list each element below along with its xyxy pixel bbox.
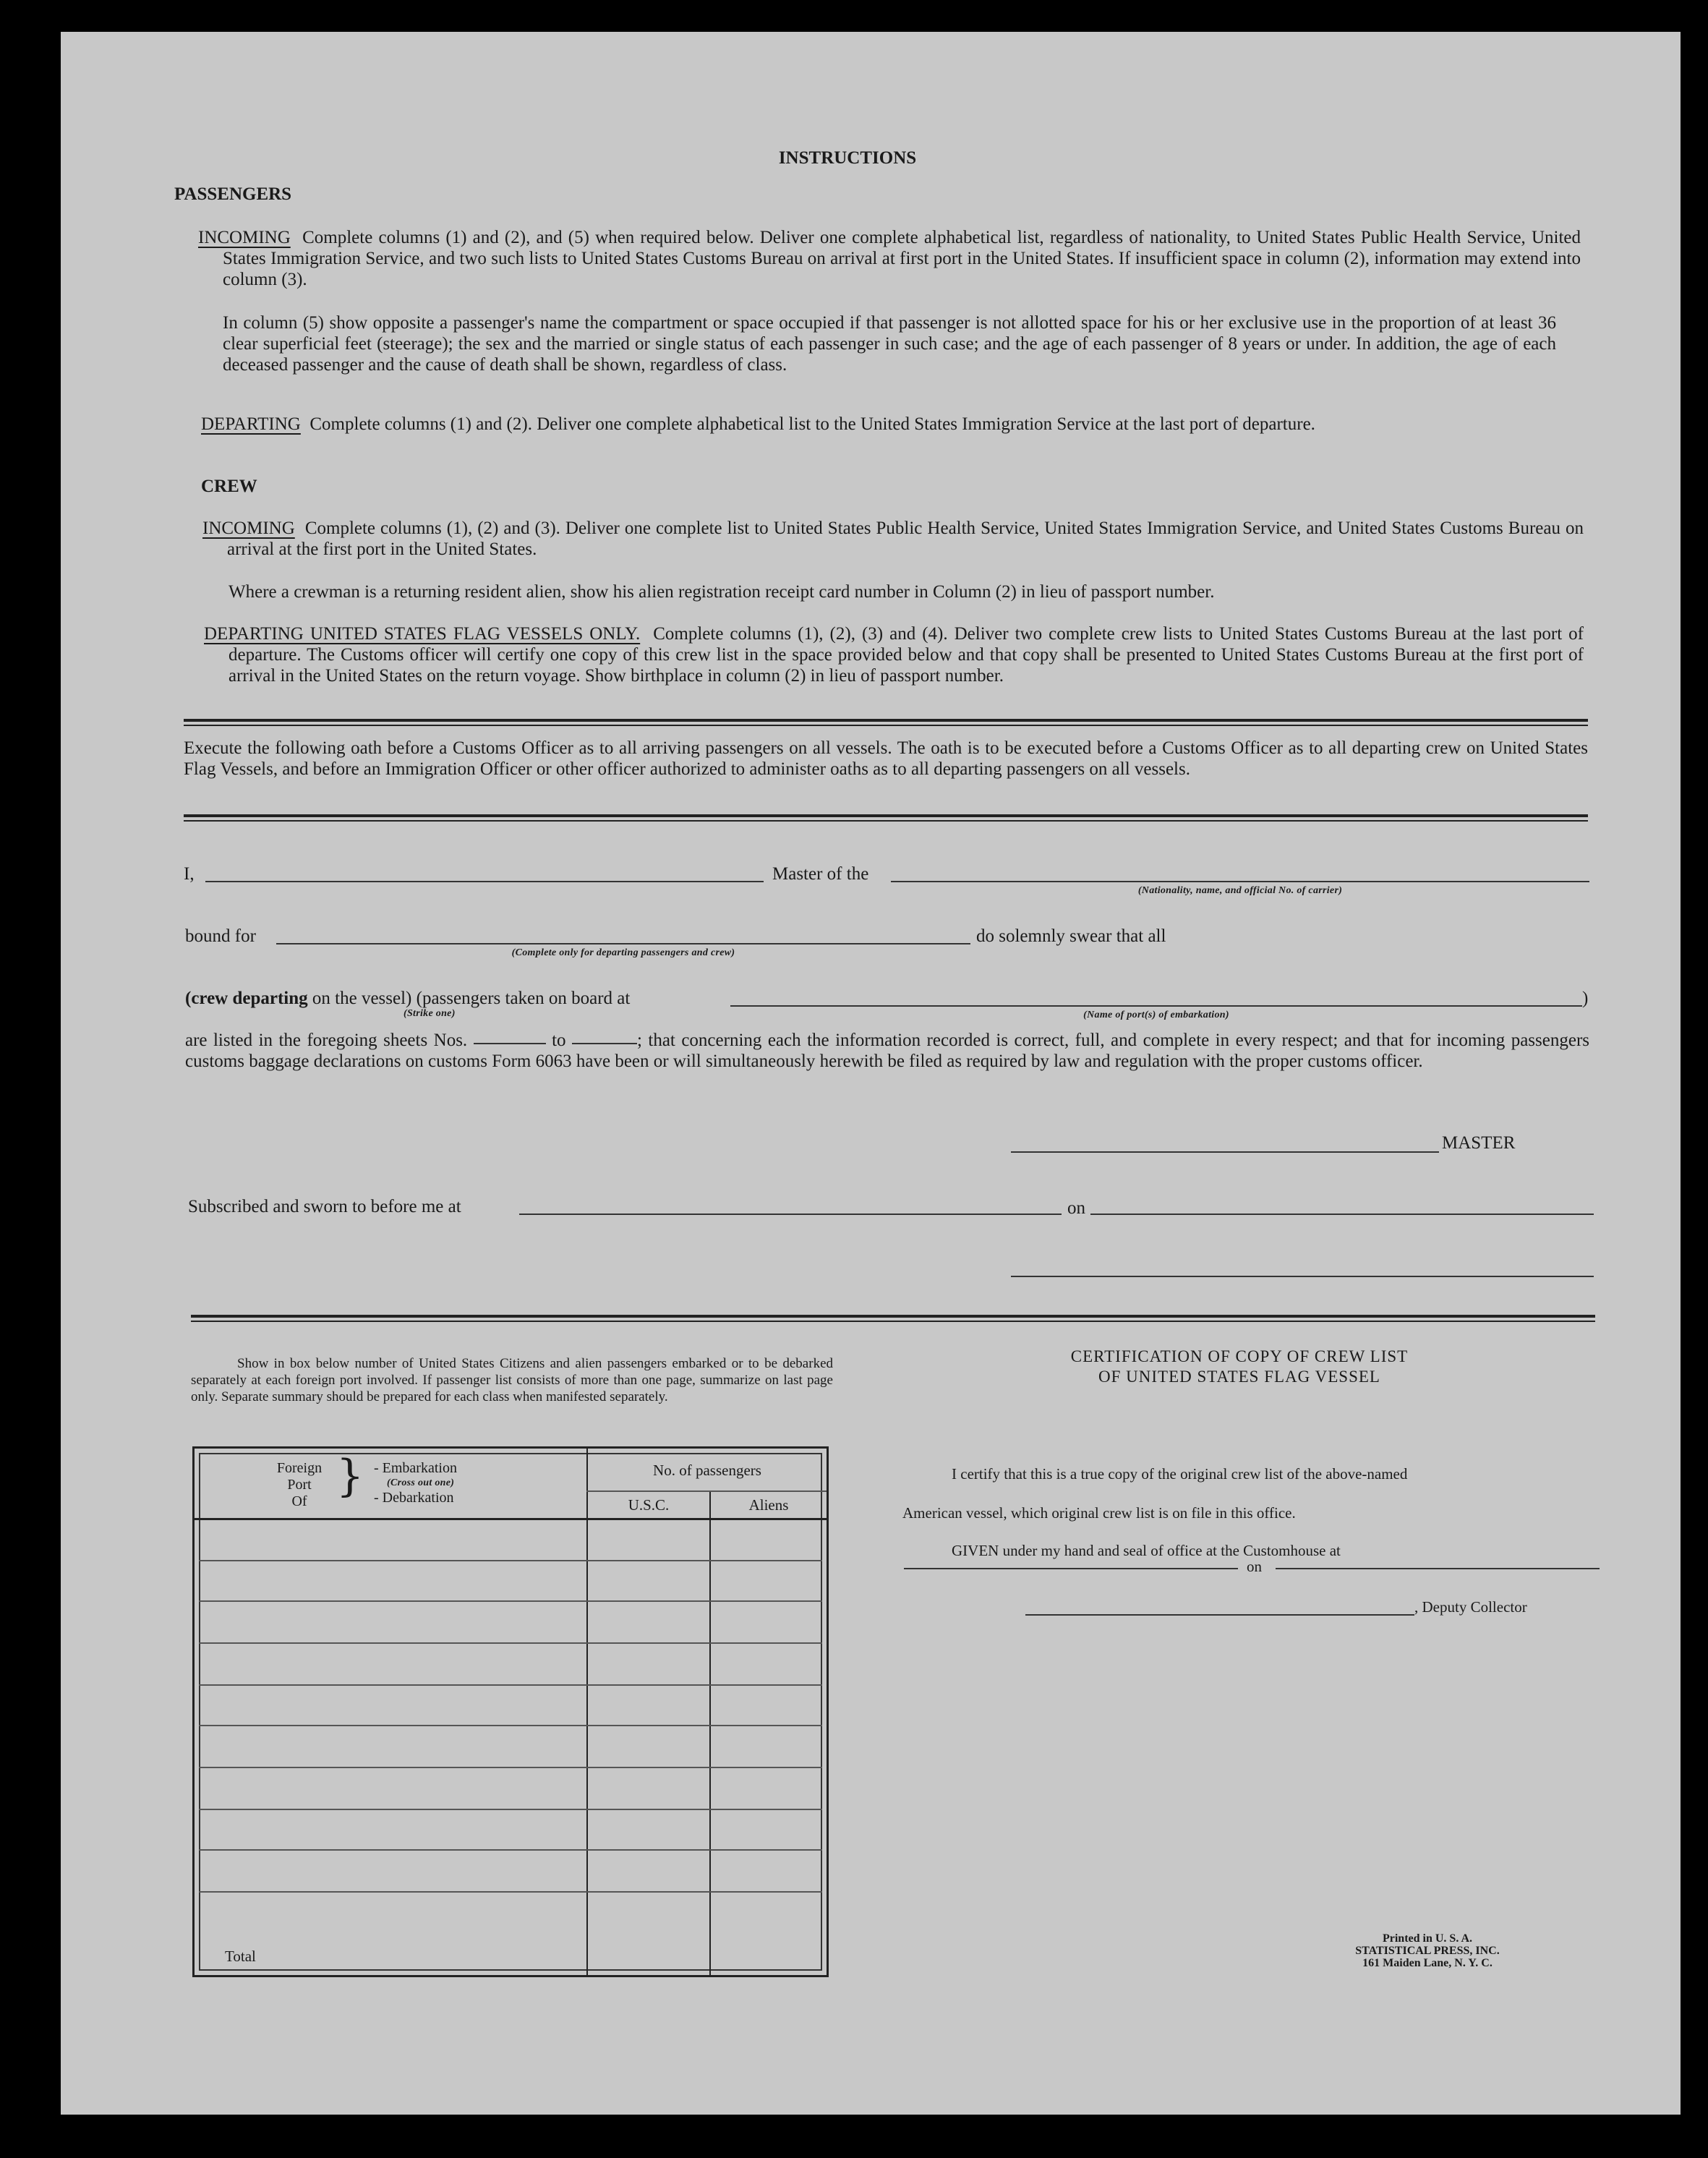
table-row-line — [199, 1725, 822, 1726]
table-row-line — [199, 1809, 822, 1810]
table-row-line — [199, 1891, 822, 1893]
deputy-collector-label: , Deputy Collector — [1414, 1598, 1527, 1616]
crew-incoming-text: Complete columns (1), (2) and (3). Deliver one complete list to United States Public Health Service, United States Immigration Service, and United States Customs Bureau on arrival at the first port in the United States. — [227, 519, 1584, 559]
sheet-to-line[interactable] — [572, 1043, 637, 1044]
bound-for-caption: (Complete only for departing passengers and crew) — [511, 947, 735, 958]
crew-departing-paragraph — [204, 623, 1584, 686]
divider-3 — [191, 1315, 1595, 1318]
foreign-word: Foreign — [276, 1460, 323, 1476]
port-word: Port — [287, 1477, 312, 1493]
instructions-title: INSTRUCTIONS — [778, 148, 917, 168]
crew-departing-text: Complete columns (1), (2), (3) and (4). Deliver two complete crew lists to United States Customs Bureau at the last port of departure. The Customs officer will certify one copy of this crew list in the space provided below and that copy shall be presented to United States Customs Bureau at the first port of arrival in the United States on the return voyage. Show birthplace in column (2) in lieu of passport number. — [229, 624, 1584, 686]
passengers-departing-paragraph — [201, 414, 1581, 435]
cross-out-caption: (Cross out one) — [387, 1477, 455, 1488]
embarkation-port-caption: (Name of port(s) of embarkation) — [1083, 1010, 1229, 1020]
table-row-line — [199, 1849, 822, 1851]
passengers-incoming-label: INCOMING — [198, 228, 291, 247]
master-signature-line[interactable] — [1011, 1151, 1439, 1153]
to-label: to — [552, 1031, 566, 1050]
no-of-passengers-header: No. of passengers — [653, 1462, 761, 1479]
passengers-departing-text: Complete columns (1) and (2). Deliver one complete alphabetical list to the United States Immigration Service at the last port of departure. — [309, 414, 1315, 434]
crew-departing-strike-label: (crew departing — [185, 989, 308, 1008]
embark-debark-labels — [374, 1460, 457, 1506]
sworn-date-line[interactable] — [1090, 1214, 1594, 1215]
embarkation-label: - Embarkation — [374, 1460, 457, 1476]
printer-line3: 161 Maiden Lane, N. Y. C. — [1362, 1957, 1493, 1969]
certification-title — [979, 1347, 1500, 1387]
crew-departing-label: DEPARTING UNITED STATES FLAG VESSELS ONLY. — [204, 624, 641, 644]
listed-sheets-paragraph — [185, 1030, 1589, 1072]
foreign-port-of-label — [267, 1460, 332, 1510]
close-paren: ) — [1582, 989, 1589, 1008]
cert-on-label: on — [1247, 1558, 1262, 1575]
on-vessel-label: on the vessel) (passengers taken on board at — [312, 989, 631, 1008]
table-inner-border — [199, 1453, 822, 1971]
swear-label: do solemnly swear that all — [976, 926, 1166, 946]
divider-2 — [184, 814, 1588, 817]
master-name-line[interactable] — [205, 881, 764, 882]
master-label: MASTER — [1442, 1133, 1516, 1153]
printer-line1: Printed in U. S. A. — [1382, 1932, 1472, 1945]
header-bottom-line — [195, 1518, 827, 1520]
strike-caption: (Strike one) — [403, 1008, 456, 1019]
embarkation-port-line[interactable] — [730, 1005, 1582, 1007]
header-subdivider — [586, 1490, 827, 1492]
crew-incoming-paragraph — [202, 518, 1584, 560]
certification-title-line1: CERTIFICATION OF COPY OF CREW LIST — [1070, 1347, 1409, 1365]
crew-incoming-label: INCOMING — [202, 519, 295, 538]
cert-date-line[interactable] — [1276, 1568, 1600, 1569]
passengers-incoming-paragraph — [198, 227, 1581, 290]
crew-alien-paragraph: Where a crewman is a returning resident alien, show his alien registration receipt card number in Column (2) in lieu of passport number. — [229, 582, 1215, 602]
carrier-caption: (Nationality, name, and official No. of carrier) — [1137, 885, 1343, 896]
divider-1b — [184, 725, 1588, 726]
deputy-signature-line[interactable] — [1025, 1614, 1414, 1616]
table-row-line — [199, 1560, 822, 1561]
certify-line2: American vessel, which original crew list is on file in this office. — [902, 1504, 1296, 1522]
listed-label: are listed in the foregoing sheets Nos. — [185, 1031, 468, 1050]
brace-icon: } — [336, 1451, 364, 1501]
officer-signature-line[interactable] — [1011, 1276, 1594, 1277]
passengers-column5-paragraph: In column (5) show opposite a passenger's name the compartment or space occupied if that passenger is not allotted space for his or her exclusive use in the proportion of at least 36 clear superficial feet (steerage); the sex and the married or single status of each passenger in such case; and the age of each passenger of 8 years or under. In addition, the age of each deceased passenger and the cause of death shall be shown, regardless of class. — [223, 313, 1556, 375]
summary-instructions: Show in box below number of United States Citizens and alien passengers embarked or to be debarked separately at each foreign port involved. If passenger list consists of more than one page, summarize on last page only. Separate summary should be prepared for each class when manifested separately. — [191, 1356, 833, 1404]
master-of-label: Master of the — [772, 864, 869, 884]
customhouse-line[interactable] — [904, 1568, 1238, 1569]
passengers-incoming-text: Complete columns (1) and (2), and (5) when required below. Deliver one complete alphabetical list, regardless of nationality, to United States Public Health Service, United States Immigration Service, and two such lists to United States Customs Bureau on arrival at first port in the United States. If insufficient space in column (2), information may extend into column (3). — [223, 228, 1581, 289]
oath-i-label: I, — [184, 864, 195, 884]
aliens-header: Aliens — [748, 1496, 789, 1514]
subscribed-label: Subscribed and sworn to before me at — [188, 1197, 461, 1216]
passengers-heading: PASSENGERS — [174, 184, 292, 204]
form-page — [61, 32, 1681, 2115]
divider-2b — [184, 820, 1588, 822]
divider-1 — [184, 719, 1588, 722]
bound-for-label: bound for — [185, 926, 256, 946]
certify-line1: I certify that this is a true copy of the original crew list of the above-named — [952, 1465, 1408, 1483]
table-row-line — [199, 1684, 822, 1686]
sworn-place-line[interactable] — [519, 1214, 1062, 1215]
passengers-departing-label: DEPARTING — [201, 414, 301, 434]
printer-imprint — [1319, 1932, 1536, 1969]
sworn-on-label: on — [1067, 1198, 1085, 1218]
total-label: Total — [225, 1948, 256, 1965]
certification-title-line2: OF UNITED STATES FLAG VESSEL — [1098, 1368, 1380, 1386]
port-column-divider — [586, 1449, 588, 1975]
given-line: GIVEN under my hand and seal of office at the Customhouse at — [952, 1542, 1341, 1559]
table-row-line — [199, 1642, 822, 1644]
usc-header: U.S.C. — [628, 1496, 670, 1514]
table-row-line — [199, 1600, 822, 1602]
printer-line2: STATISTICAL PRESS, INC. — [1355, 1945, 1500, 1957]
sheet-from-line[interactable] — [474, 1043, 546, 1044]
bound-for-line[interactable] — [276, 943, 970, 944]
debarkation-label: - Debarkation — [374, 1490, 454, 1506]
crew-heading: CREW — [201, 477, 257, 496]
carrier-line[interactable] — [891, 881, 1589, 882]
passenger-summary-table — [192, 1446, 829, 1977]
divider-3b — [191, 1321, 1595, 1322]
oath-instructions: Execute the following oath before a Customs Officer as to all arriving passengers on all vessels. The oath is to be executed before a Customs Officer as to all departing crew on United States Flag Vessels, and before an Immigration Officer or other officer authorized to administer oaths as to all departing passengers on all vessels. — [184, 738, 1588, 779]
of-word: Of — [291, 1493, 307, 1509]
table-row-line — [199, 1767, 822, 1768]
usc-aliens-divider — [709, 1492, 711, 1975]
crew-departing-option — [185, 988, 630, 1009]
listed-rest: ; that concerning each the information recorded is correct, full, and complete in every respect; and that for incoming passengers customs baggage declarations on customs Form 6063 have been or will simultaneously herewith be filed as required by law and regulation with the proper customs officer. — [185, 1031, 1589, 1071]
